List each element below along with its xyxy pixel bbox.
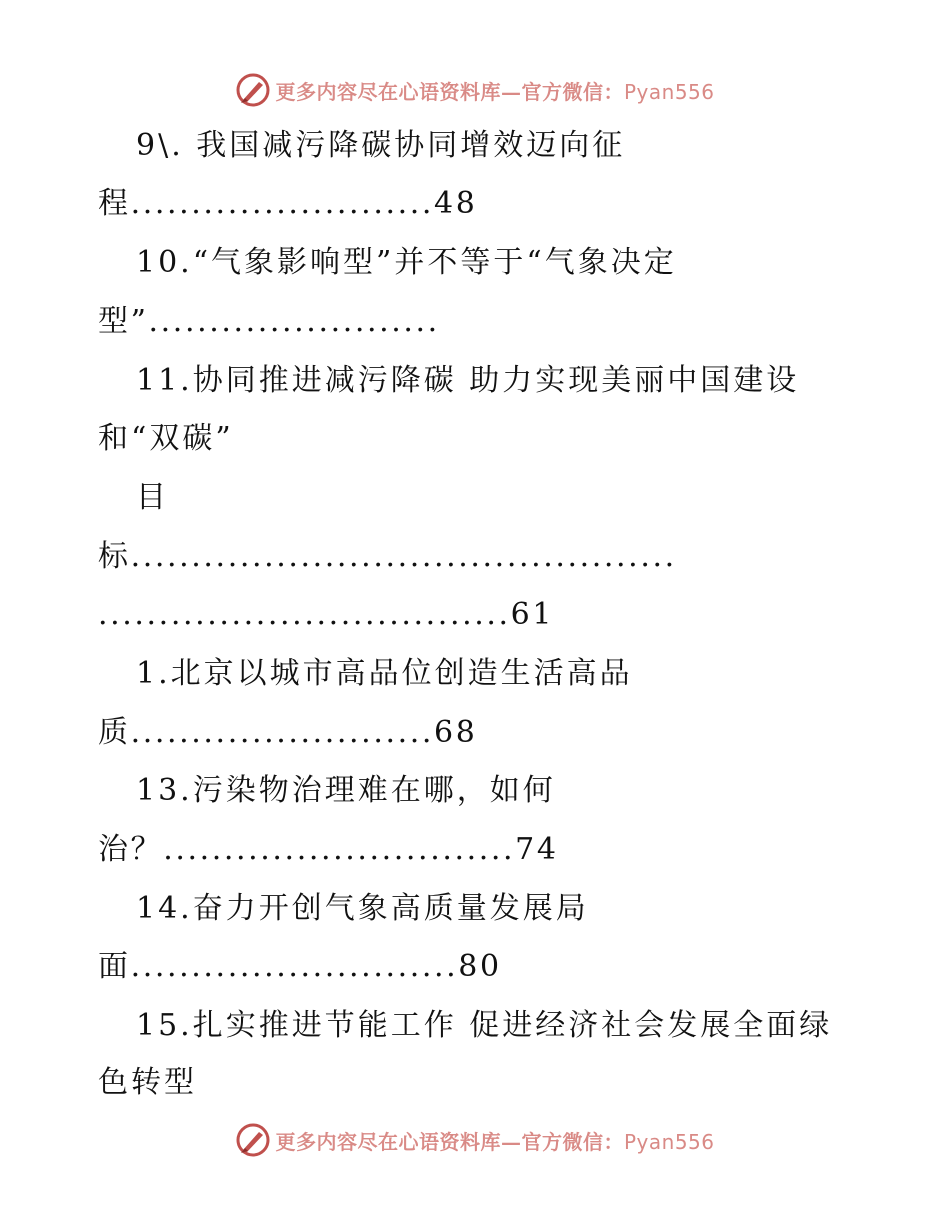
toc-line: 质.........................68 bbox=[98, 715, 478, 750]
toc-line: 11.协同推进减污降碳 助力实现美丽中国建设 bbox=[136, 363, 800, 398]
toc-line: 和“双碳” bbox=[98, 421, 234, 456]
toc-line: 9\. 我国减污降碳协同增效迈向征 bbox=[136, 128, 626, 163]
toc-line: 1.北京以城市高品位创造生活高品 bbox=[136, 656, 633, 691]
toc-line: 程.........................48 bbox=[98, 186, 478, 221]
toc-line: 14.奋力开创气象高质量发展局 bbox=[136, 891, 589, 926]
toc-line: 色转型 bbox=[98, 1065, 197, 1100]
toc-line: ..................................61 bbox=[98, 597, 555, 632]
toc-line: 面...........................80 bbox=[98, 949, 502, 984]
toc-line: 13.污染物治理难在哪，如何 bbox=[136, 773, 556, 808]
toc-line: 目 bbox=[136, 480, 169, 515]
header-banner bbox=[0, 70, 950, 110]
toc-line: 15.扎实推进节能工作 促进经济社会发展全面绿 bbox=[136, 1008, 833, 1043]
pen-circle-icon bbox=[235, 72, 271, 108]
banner-text: 更多内容尽在心语资料库—官方微信：Pyan556 bbox=[275, 1129, 715, 1154]
toc-line: 型”........................ bbox=[98, 304, 440, 339]
toc-line: 标............................................. bbox=[98, 539, 677, 574]
pen-circle-icon bbox=[235, 1122, 271, 1158]
banner-text: 更多内容尽在心语资料库—官方微信：Pyan556 bbox=[275, 79, 715, 104]
toc-line: 10.“气象影响型”并不等于“气象决定 bbox=[136, 245, 677, 280]
toc-line: 治？.............................74 bbox=[98, 832, 559, 867]
footer-banner bbox=[0, 1120, 950, 1160]
